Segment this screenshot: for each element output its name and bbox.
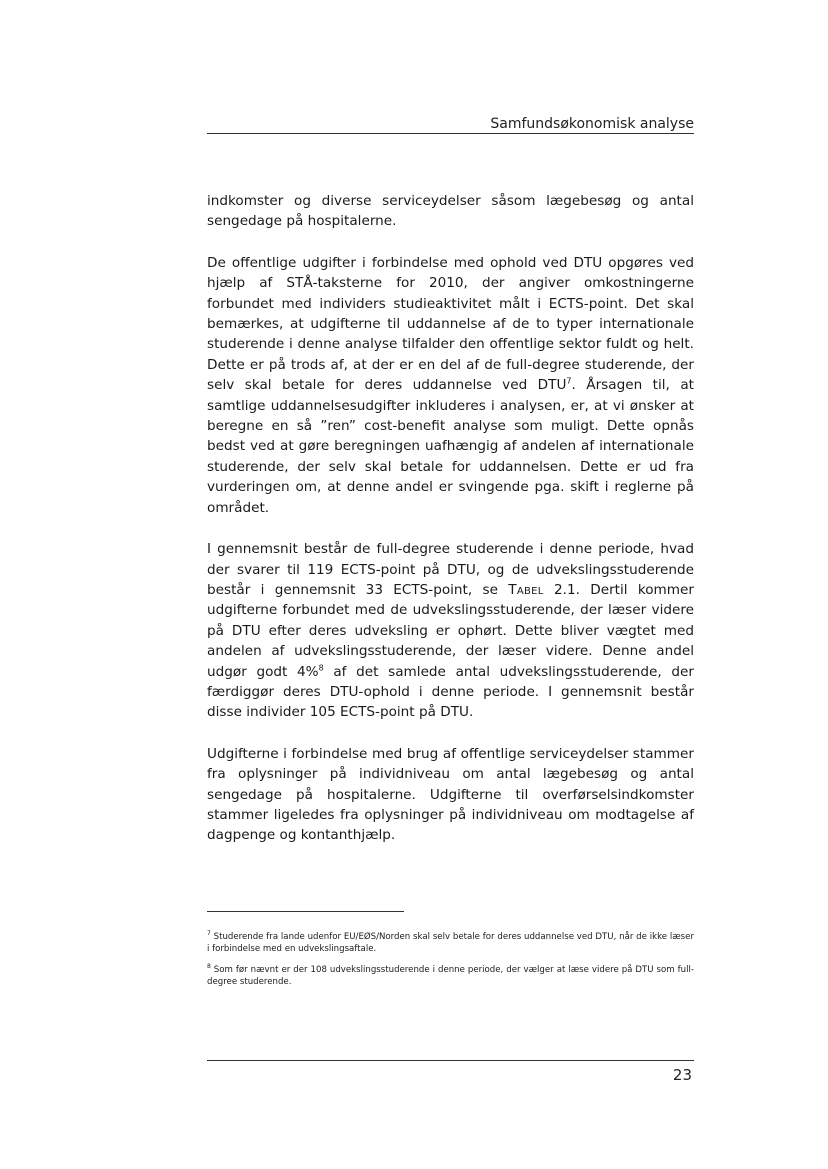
footnote-number: 7: [207, 930, 211, 938]
header-divider: [207, 133, 694, 134]
paragraph-2: [207, 253, 694, 518]
paragraph-4: Udgifterne i forbindelse med brug af offentlige serviceydelser stammer fra oplysninger på individniveau om antal lægebesøg og antal sengedage på hospitalerne. Udgifterne til overførselsindkomster stammer ligeledes fra oplysninger på individniveau om modtagelse af dagpenge og kontanthjælp.: [207, 745, 694, 844]
paragraph-3-part-a: I gennemsnit består de full-degree studerende i denne periode, hvad der svarer til 119 ECTS-point på DTU, og de udvekslingsstuderende består i gennemsnit 33 ECTS-point, se: [207, 541, 694, 598]
footnote-ref-8[interactable]: 8: [318, 663, 324, 672]
footnote-text: Som før nævnt er der 108 udvekslingsstuderende i denne periode, der vælger at læse videre på DTU som full-degree studerende.: [207, 965, 694, 987]
table-reference-label[interactable]: Tabel: [508, 581, 544, 598]
footer-divider: [207, 1060, 694, 1061]
paragraph-3: [207, 539, 694, 723]
footnote-ref-7[interactable]: 7: [566, 376, 572, 386]
page-number: 23: [672, 1066, 692, 1084]
paragraph-2-part-b: . Årsagen til, at samtlige uddannelsesudgifter inkluderes i analysen, er, at vi ønsker at beregne en så ”ren” cost-benefit analyse som muligt. Dette opnås bedst ved at gøre beregningen uafhængig af andelen af internationale studerende, der selv skal betale for uddannelsen. Dette er ud fra vurderingen om, at denne andel er svingende pga. skift i reglerne på området.: [207, 377, 694, 516]
running-header-title: Samfundsøkonomisk analyse: [490, 116, 694, 132]
footnote-text: Studerende fra lande udenfor EU/EØS/Norden skal selv betale for deres uddannelse ved DTU, når de ikke læser i forbindelse med en udvekslingsaftale.: [207, 932, 694, 954]
footnote-number: 8: [207, 963, 211, 971]
paragraph-3-part-c: af det samlede antal udvekslingsstuderende, der færdiggør deres DTU-ophold i denne periode. I gennemsnit består disse individer 105 ECTS-point på DTU.: [207, 663, 694, 721]
footnote-divider: [207, 911, 404, 912]
paragraph-3-part-b: 2.1. Dertil kommer udgifterne forbundet med de udvekslingsstuderende, der læser videre på DTU efter deres udveksling er ophørt. Dette bliver vægtet med andelen af udvekslingsstuderende, der læser videre. Denne andel udgør godt 4%: [207, 581, 694, 680]
footnote-7: [207, 931, 694, 955]
footnote-8: [207, 964, 694, 988]
footnotes: [207, 931, 694, 997]
body-text: [207, 191, 694, 867]
paragraph-1: indkomster og diverse serviceydelser såsom lægebesøg og antal sengedage på hospitalerne.: [207, 193, 694, 230]
paragraph-2-part-a: De offentlige udgifter i forbindelse med ophold ved DTU opgøres ved hjælp af STÅ-taksterne for 2010, der angiver omkostningerne forbundet med individers studieaktivitet målt i ECTS-point. Det skal bemærkes, at udgifterne til uddannelse af de to typer internationale studerende i denne analyse tilfalder den offentlige sektor fuldt og helt. Dette er på trods af, at der er en del af de full-degree studerende, der selv skal betale for deres uddannelse ved DTU: [207, 254, 694, 394]
